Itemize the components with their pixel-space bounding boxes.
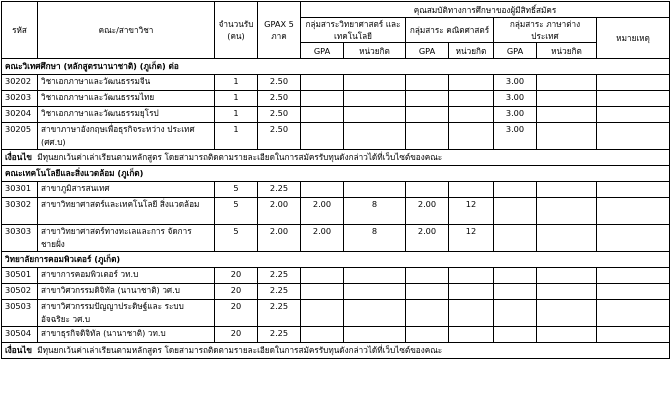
- cell-gpax: 2.00: [258, 198, 301, 225]
- table-row: [2, 91, 670, 107]
- cell-gpax: 2.50: [258, 123, 301, 150]
- cell-sci-credits: [344, 300, 406, 327]
- cell-lang-gpa: 3.00: [494, 123, 537, 150]
- header-group-sci: กลุ่มสาระวิทยาศาสตร์ และเทคโนโลยี: [301, 18, 406, 43]
- cell-sci-credits: [344, 327, 406, 343]
- header-lang-credits: หน่วยกิต: [537, 43, 597, 59]
- cell-lang-gpa: [494, 182, 537, 198]
- cell-lang-credits: [537, 123, 597, 150]
- cell-sci-gpa: [301, 284, 344, 300]
- cell-major: สาขาธุรกิจดิจิทัล (นานาชาติ) วท.บ: [38, 327, 215, 343]
- cell-sci-credits: [344, 182, 406, 198]
- note-text: มีทุนยกเว้นค่าเล่าเรียนตามหลักสูตร โดยสามารถติดตามรายละเอียดในการสมัครรับทุนดังกล่าวได้ที่เว็บไซต์ของคณะ: [37, 152, 443, 163]
- cell-lang-gpa: 3.00: [494, 107, 537, 123]
- cell-major: วิชาเอกภาษาและวัฒนธรรมยุโรป: [38, 107, 215, 123]
- cell-lang-gpa: [494, 284, 537, 300]
- cell-sci-gpa: [301, 327, 344, 343]
- cell-lang-credits: [537, 91, 597, 107]
- cell-math-gpa: [406, 300, 449, 327]
- cell-math-credits: [449, 182, 494, 198]
- cell-gpax: 2.50: [258, 107, 301, 123]
- cell-remark: [597, 123, 670, 150]
- cell-lang-credits: [537, 107, 597, 123]
- cell-major: สาขาวิศวกรรมปัญญาประดิษฐ์และ ระบบอัจฉริยะ วศ.บ: [38, 300, 215, 327]
- cell-sci-credits: [344, 123, 406, 150]
- cell-math-credits: [449, 91, 494, 107]
- cell-math-credits: 12: [449, 225, 494, 252]
- cell-lang-credits: [537, 268, 597, 284]
- cell-code: 30503: [2, 300, 38, 327]
- header-math-gpa: GPA: [406, 43, 449, 59]
- cell-major: วิชาเอกภาษาและวัฒนธรรมไทย: [38, 91, 215, 107]
- cell-math-gpa: [406, 91, 449, 107]
- cell-math-credits: [449, 284, 494, 300]
- cell-math-gpa: [406, 327, 449, 343]
- cell-sci-gpa: 2.00: [301, 225, 344, 252]
- cell-sci-credits: [344, 75, 406, 91]
- cell-sci-credits: [344, 107, 406, 123]
- cell-math-gpa: 2.00: [406, 198, 449, 225]
- cell-seats: 5: [215, 225, 258, 252]
- note-text: มีทุนยกเว้นค่าเล่าเรียนตามหลักสูตร โดยสามารถติดตามรายละเอียดในการสมัครรับทุนดังกล่าวได้ที่เว็บไซต์ของคณะ: [37, 345, 443, 356]
- cell-lang-gpa: 3.00: [494, 75, 537, 91]
- cell-sci-credits: [344, 91, 406, 107]
- cell-lang-credits: [537, 300, 597, 327]
- cell-math-credits: [449, 75, 494, 91]
- cell-code: 30202: [2, 75, 38, 91]
- cell-lang-gpa: [494, 268, 537, 284]
- cell-lang-credits: [537, 327, 597, 343]
- cell-lang-credits: [537, 198, 597, 225]
- cell-math-gpa: [406, 123, 449, 150]
- cell-math-credits: [449, 268, 494, 284]
- cell-gpax: 2.50: [258, 75, 301, 91]
- cell-sci-gpa: [301, 123, 344, 150]
- cell-lang-credits: [537, 75, 597, 91]
- cell-code: 30504: [2, 327, 38, 343]
- cell-math-credits: [449, 123, 494, 150]
- admission-table-page: [1, 1, 669, 359]
- cell-sci-gpa: [301, 300, 344, 327]
- header-faculty-major: คณะ/สาขาวิชา: [38, 2, 215, 59]
- cell-gpax: 2.25: [258, 268, 301, 284]
- section-note: [2, 343, 670, 359]
- cell-lang-gpa: [494, 300, 537, 327]
- cell-lang-gpa: [494, 225, 537, 252]
- cell-seats: 1: [215, 107, 258, 123]
- header-sci-gpa: GPA: [301, 43, 344, 59]
- admission-table: [1, 1, 670, 359]
- cell-sci-credits: 8: [344, 225, 406, 252]
- cell-math-gpa: [406, 182, 449, 198]
- cell-lang-credits: [537, 182, 597, 198]
- cell-lang-gpa: [494, 198, 537, 225]
- cell-major: สาขาวิศวกรรมดิจิทัล (นานาชาติ) วศ.บ: [38, 284, 215, 300]
- cell-gpax: 2.25: [258, 284, 301, 300]
- cell-sci-gpa: [301, 91, 344, 107]
- cell-math-gpa: [406, 284, 449, 300]
- cell-sci-gpa: [301, 268, 344, 284]
- table-row: [2, 284, 670, 300]
- cell-code: 30204: [2, 107, 38, 123]
- cell-code: 30203: [2, 91, 38, 107]
- cell-gpax: 2.25: [258, 300, 301, 327]
- cell-remark: [597, 75, 670, 91]
- cell-remark: [597, 182, 670, 198]
- cell-sci-gpa: [301, 182, 344, 198]
- cell-sci-credits: [344, 268, 406, 284]
- cell-code: 30205: [2, 123, 38, 150]
- table-row: [2, 75, 670, 91]
- header-group-lang: กลุ่มสาระ ภาษาต่างประเทศ: [494, 18, 597, 43]
- cell-code: 30502: [2, 284, 38, 300]
- cell-math-credits: [449, 107, 494, 123]
- cell-code: 30301: [2, 182, 38, 198]
- cell-math-gpa: [406, 75, 449, 91]
- section-title: คณะวิเทศศึกษา (หลักสูตรนานาชาติ) (ภูเก็ต) ต่อ: [2, 59, 670, 75]
- cell-math-gpa: 2.00: [406, 225, 449, 252]
- cell-code: 30303: [2, 225, 38, 252]
- cell-seats: 1: [215, 75, 258, 91]
- section-title: คณะเทคโนโลยีและสิ่งแวดล้อม (ภูเก็ต): [2, 166, 670, 182]
- cell-major: สาขาการคอมพิวเตอร์ วท.บ: [38, 268, 215, 284]
- cell-remark: [597, 198, 670, 225]
- header-remarks: หมายเหตุ: [597, 18, 670, 59]
- cell-gpax: 2.25: [258, 182, 301, 198]
- cell-gpax: 2.00: [258, 225, 301, 252]
- cell-sci-gpa: 2.00: [301, 198, 344, 225]
- table-row: [2, 123, 670, 150]
- cell-major: สาขาวิทยาศาสตร์และเทคโนโลยี สิ่งแวดล้อม: [38, 198, 215, 225]
- cell-code: 30302: [2, 198, 38, 225]
- cell-lang-credits: [537, 284, 597, 300]
- cell-sci-gpa: [301, 75, 344, 91]
- cell-remark: [597, 300, 670, 327]
- cell-sci-gpa: [301, 107, 344, 123]
- header-code: รหัส: [2, 2, 38, 59]
- table-row: [2, 225, 670, 252]
- table-row: [2, 327, 670, 343]
- cell-math-credits: [449, 300, 494, 327]
- cell-seats: 20: [215, 284, 258, 300]
- header-group-math: กลุ่มสาระ คณิตศาสตร์: [406, 18, 494, 43]
- cell-seats: 1: [215, 91, 258, 107]
- cell-major: สาขาภาษาอังกฤษเพื่อธุรกิจระหว่าง ประเทศ (ศศ.บ): [38, 123, 215, 150]
- cell-remark: [597, 107, 670, 123]
- table-row: [2, 107, 670, 123]
- table-row: [2, 300, 670, 327]
- header-lang-gpa: GPA: [494, 43, 537, 59]
- cell-gpax: 2.25: [258, 327, 301, 343]
- note-label: เงื่อนไข: [5, 152, 33, 163]
- cell-gpax: 2.50: [258, 91, 301, 107]
- cell-remark: [597, 327, 670, 343]
- cell-lang-gpa: 3.00: [494, 91, 537, 107]
- note-label: เงื่อนไข: [5, 345, 33, 356]
- section-note: [2, 150, 670, 166]
- header-qualifications: คุณสมบัติทางการศึกษาของผู้มีสิทธิ์สมัคร: [301, 2, 670, 18]
- cell-remark: [597, 91, 670, 107]
- cell-seats: 20: [215, 300, 258, 327]
- cell-seats: 1: [215, 123, 258, 150]
- cell-major: วิชาเอกภาษาและวัฒนธรรมจีน: [38, 75, 215, 91]
- table-row: [2, 182, 670, 198]
- section-title: วิทยาลัยการคอมพิวเตอร์ (ภูเก็ต): [2, 252, 670, 268]
- header-sci-credits: หน่วยกิต: [344, 43, 406, 59]
- cell-math-credits: 12: [449, 198, 494, 225]
- table-row: [2, 268, 670, 284]
- cell-major: สาขาวิทยาศาสตร์ทางทะเลและการ จัดการชายฝั่ง: [38, 225, 215, 252]
- cell-seats: 20: [215, 268, 258, 284]
- cell-math-gpa: [406, 107, 449, 123]
- cell-sci-credits: 8: [344, 198, 406, 225]
- table-row: [2, 198, 670, 225]
- cell-lang-credits: [537, 225, 597, 252]
- cell-math-gpa: [406, 268, 449, 284]
- header-math-credits: หน่วยกิต: [449, 43, 494, 59]
- header-gpax: GPAX 5 ภาค: [258, 2, 301, 59]
- cell-remark: [597, 284, 670, 300]
- cell-seats: 20: [215, 327, 258, 343]
- cell-remark: [597, 268, 670, 284]
- cell-major: สาขาภูมิสารสนเทศ: [38, 182, 215, 198]
- cell-sci-credits: [344, 284, 406, 300]
- cell-remark: [597, 225, 670, 252]
- cell-seats: 5: [215, 198, 258, 225]
- cell-math-credits: [449, 327, 494, 343]
- cell-lang-gpa: [494, 327, 537, 343]
- cell-seats: 5: [215, 182, 258, 198]
- cell-code: 30501: [2, 268, 38, 284]
- header-seats: จำนวนรับ (คน): [215, 2, 258, 59]
